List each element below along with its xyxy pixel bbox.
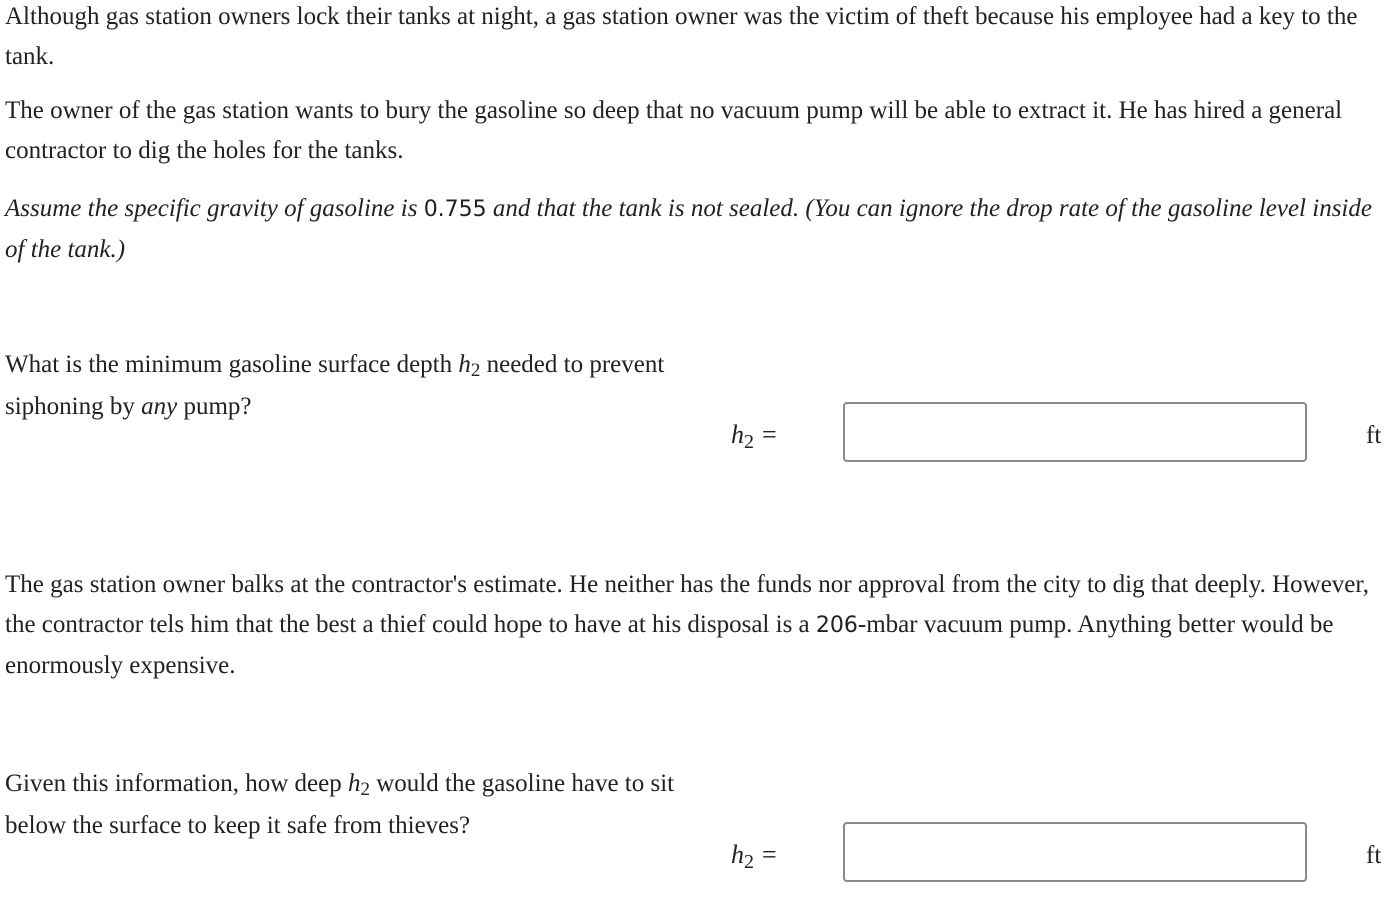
question-1-unit: ft: [1366, 422, 1382, 449]
assumption-text-after: and that the tank is not sealed. (You can ignore the drop rate of the gasoline level inside of the tank.): [5, 195, 1372, 263]
contractor-paragraph: [5, 565, 1395, 686]
question-1-label-subscript: 2: [744, 431, 754, 453]
assumption-paragraph: [5, 189, 1395, 270]
question-1-text-before: What is the minimum gasoline surface depth: [5, 351, 459, 378]
intro-paragraph-2: [5, 91, 1395, 171]
intro-paragraph-1-text: Although gas station owners lock their tanks at night, a gas station owner was the victim of theft because his employee had a key to the tank.: [5, 3, 1358, 70]
question-2-answer-label: [731, 840, 777, 873]
question-2-text: [5, 764, 685, 846]
question-1-answer-label: [731, 420, 777, 453]
intro-paragraph-2-text: The owner of the gas station wants to bury the gasoline so deep that no vacuum pump will be able to extract it. He has hired a general contractor to dig the holes for the tanks.: [5, 97, 1343, 164]
question-1-label-var: h: [731, 420, 744, 449]
question-2-label-subscript: 2: [744, 851, 754, 873]
question-2-answer-input[interactable]: [843, 822, 1307, 882]
question-1-text-end: pump?: [177, 393, 252, 420]
question-1-answer-input[interactable]: [843, 402, 1307, 462]
question-1-emphasis: any: [141, 393, 178, 420]
vacuum-pressure-value: 206: [815, 613, 858, 638]
assumption-text-before: Assume the specific gravity of gasoline is: [5, 195, 424, 222]
question-1-variable: [458, 351, 481, 381]
question-2-unit: ft: [1366, 842, 1382, 869]
specific-gravity-value: 0.755: [423, 197, 487, 222]
question-1-var-subscript: 2: [470, 360, 481, 381]
question-1-text-after: needed to prevent siphoning by: [5, 351, 665, 420]
question-2-label-equals: =: [762, 840, 777, 869]
question-1-label-equals: =: [762, 420, 777, 449]
question-2-text-after: would the gasoline have to sit below the surface to keep it safe from thieves?: [5, 770, 675, 839]
question-2-text-before: Given this information, how deep: [5, 770, 348, 797]
question-2-variable: [348, 770, 370, 800]
question-2-var-subscript: 2: [360, 779, 370, 800]
question-2-var-letter: h: [348, 770, 361, 797]
contractor-text-after: -mbar vacuum pump. Anything better would be enormously expensive.: [5, 611, 1334, 679]
intro-paragraph-1: [5, 0, 1395, 77]
question-2-label-var: h: [731, 840, 744, 869]
contractor-text-before: The gas station owner balks at the contractor's estimate. He neither has the funds nor approval from the city to dig that deeply. However, the contractor tels him that the best a thief could hope to have at his disposal is a: [5, 571, 1369, 638]
question-1-var-letter: h: [458, 351, 471, 378]
question-1-text: [5, 345, 685, 427]
